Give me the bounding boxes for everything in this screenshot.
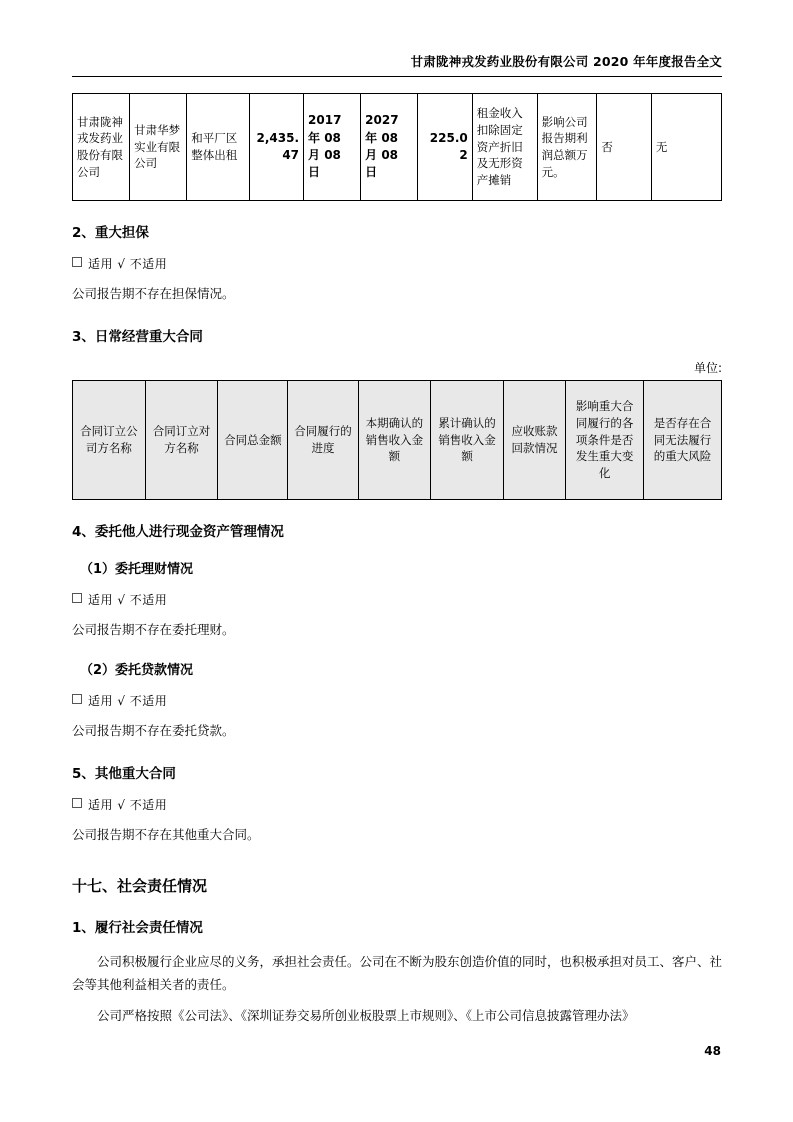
section-heading-entrust: 4、委托他人进行现金资产管理情况	[72, 524, 284, 541]
unit-label: 单位:	[693, 361, 722, 376]
checkbox-icon[interactable]	[72, 593, 82, 603]
asset-cell: 和平厂区整体出租	[187, 94, 249, 201]
column-header: 应收账款回款情况	[503, 381, 565, 500]
social-paragraph-1: 公司积极履行企业应尽的义务，承担社会责任。公司在不断为股东创造价值的同时，也积极承担对员工、客户、社会等其他利益相关者的责任。	[72, 953, 723, 992]
other-contract-choice-label: 适用 √ 不适用	[88, 798, 168, 813]
daily-contract-table	[72, 380, 722, 500]
page-header: 甘肃陇神戎发药业股份有限公司 2020 年年度报告全文	[410, 54, 722, 69]
lessor-cell: 甘肃陇神戎发药业股份有限公司	[73, 94, 130, 201]
basis-cell: 租金收入扣除固定资产折旧及无形资产摊销	[472, 94, 537, 201]
subsection-heading-entrusted-loan: （2）委托贷款情况	[80, 663, 194, 679]
amount-cell: 2,435.47	[249, 94, 304, 201]
subsection-heading-wealth-management: （1）委托理财情况	[80, 562, 194, 578]
column-header: 本期确认的销售收入金额	[358, 381, 431, 500]
guarantee-choice-label: 适用 √ 不适用	[88, 257, 168, 271]
subsection-heading-social-performance: 1、履行社会责任情况	[72, 919, 203, 936]
section-heading-guarantee: 2、重大担保	[72, 225, 149, 241]
relation-cell: 无	[651, 94, 721, 201]
checkbox-icon[interactable]	[72, 257, 82, 267]
entrusted-loan-text: 公司报告期不存在委托贷款。	[72, 723, 235, 739]
end-date-cell: 2027 年 08 月 08 日	[361, 94, 418, 201]
other-contract-text: 公司报告期不存在其他重大合同。	[72, 827, 260, 843]
column-header: 合同订立对方名称	[145, 381, 218, 500]
entrusted-loan-applicability	[72, 692, 722, 709]
wealth-management-applicability	[72, 591, 722, 608]
other-contract-applicability	[72, 796, 722, 813]
column-header: 合同订立公司方名称	[73, 381, 146, 500]
header-divider	[72, 76, 722, 77]
column-header: 累计确认的销售收入金额	[431, 381, 504, 500]
start-date-cell: 2017 年 08 月 08 日	[304, 94, 361, 201]
table-header-row	[73, 381, 722, 500]
guarantee-text: 公司报告期不存在担保情况。	[72, 286, 235, 301]
social-paragraph-2: 公司严格按照《公司法》、《深圳证券交易所创业板股票上市规则》、《上市公司信息披露管理办法》	[97, 1007, 635, 1023]
table-row	[73, 94, 722, 201]
page-number: 48	[704, 1044, 721, 1058]
column-header: 合同总金额	[218, 381, 288, 500]
section-heading-other-contract: 5、其他重大合同	[72, 766, 176, 783]
effect-cell: 影响公司报告期利润总额万元。	[537, 94, 597, 201]
checkbox-icon[interactable]	[72, 798, 82, 808]
entrusted-loan-choice-label: 适用 √ 不适用	[88, 694, 168, 709]
income-cell: 225.02	[418, 94, 473, 201]
lease-contract-table	[72, 93, 722, 201]
guarantee-applicability	[72, 255, 722, 272]
section-heading-social-responsibility: 十七、社会责任情况	[72, 876, 208, 895]
related-party-cell: 否	[597, 94, 652, 201]
section-heading-daily-contract: 3、日常经营重大合同	[72, 329, 203, 346]
wealth-management-choice-label: 适用 √ 不适用	[88, 593, 168, 608]
column-header: 是否存在合同无法履行的重大风险	[644, 381, 722, 500]
column-header: 影响重大合同履行的各项条件是否发生重大变化	[566, 381, 644, 500]
page-content	[72, 52, 722, 1035]
wealth-management-text: 公司报告期不存在委托理财。	[72, 622, 235, 638]
lessee-cell: 甘肃华梦实业有限公司	[130, 94, 187, 201]
checkbox-icon[interactable]	[72, 694, 82, 704]
column-header: 合同履行的进度	[288, 381, 358, 500]
